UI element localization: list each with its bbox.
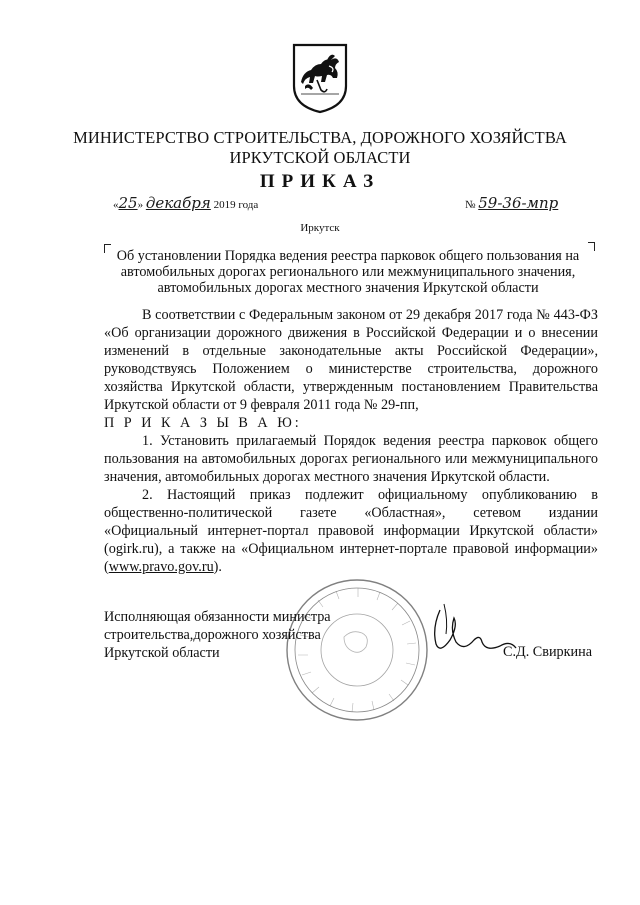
date-day: 25 [118, 194, 138, 212]
document-subject: Об установлении Порядка ведения реестра парковок общего пользования на автомобильных дорогах регионального или межмуниципального значения, автомобильных дорогах местного значения Иркутской области [116, 248, 580, 296]
ministry-line-1: МИНИСТЕРСТВО СТРОИТЕЛЬСТВА, ДОРОЖНОГО ХОЗЯЙСТВА [73, 128, 567, 147]
preamble-paragraph: В соответствии с Федеральным законом от 29 декабря 2017 года № 443-ФЗ «Об организации дорожного движения в Российской Федерации и о внесении изменений в отдельные законодательные акты Российской Федерации», руководствуясь Положением о министерстве строительства, дорожного хозяйства Иркутской области, утвержденным постановлением Правительства Иркутской области от 9 февраля 2011 года № 29-пп, [104, 307, 598, 413]
signer-position-line-2: строительства,дорожного хозяйства [104, 627, 321, 643]
ministry-line-2: ИРКУТСКОЙ ОБЛАСТИ [229, 148, 411, 167]
document-date [113, 194, 258, 212]
signer-position-line-3: Иркутской области [104, 645, 220, 661]
pravo-link[interactable]: www.pravo.gov.ru [108, 559, 214, 575]
number-prefix: № [465, 199, 476, 211]
date-year: 2019 года [213, 199, 259, 211]
item-2-end: ). [213, 559, 222, 575]
document-body [104, 306, 598, 576]
document-city: Иркутск [300, 222, 340, 234]
coat-of-arms-icon [291, 42, 349, 114]
number-value: 59-36-мпр [478, 194, 559, 212]
subject-bracket-right [588, 242, 595, 251]
date-month: декабря [145, 194, 211, 212]
order-word: П Р И К А З Ы В А Ю: [104, 415, 302, 431]
item-2-paragraph [104, 486, 598, 576]
date-close-quote: » [137, 199, 144, 211]
signer-position-line-1: Исполняющая обязанности министра [104, 609, 331, 625]
document-number [465, 194, 558, 212]
item-2-text: 2. Настоящий приказ подлежит официальному опубликованию в общественно-политической газете «Областная», сетевом издании «Официальный интернет-портал правовой информации Иркутской области» (ogirk.ru), а также на «Официальном интернет-портале правовой информации» ( [104, 487, 598, 575]
signature-block [104, 608, 331, 662]
ministry-name [40, 128, 600, 168]
item-1-paragraph: 1. Установить прилагаемый Порядок ведения реестра парковок общего пользования на автомобильных дорогах регионального или межмуниципального значения, автомобильных дорогах местного значения Иркутской области. [104, 433, 598, 485]
document-type-title: ПРИКАЗ [259, 171, 381, 192]
signer-name: С.Д. Свиркина [503, 644, 593, 660]
date-open-quote: « [113, 199, 119, 211]
